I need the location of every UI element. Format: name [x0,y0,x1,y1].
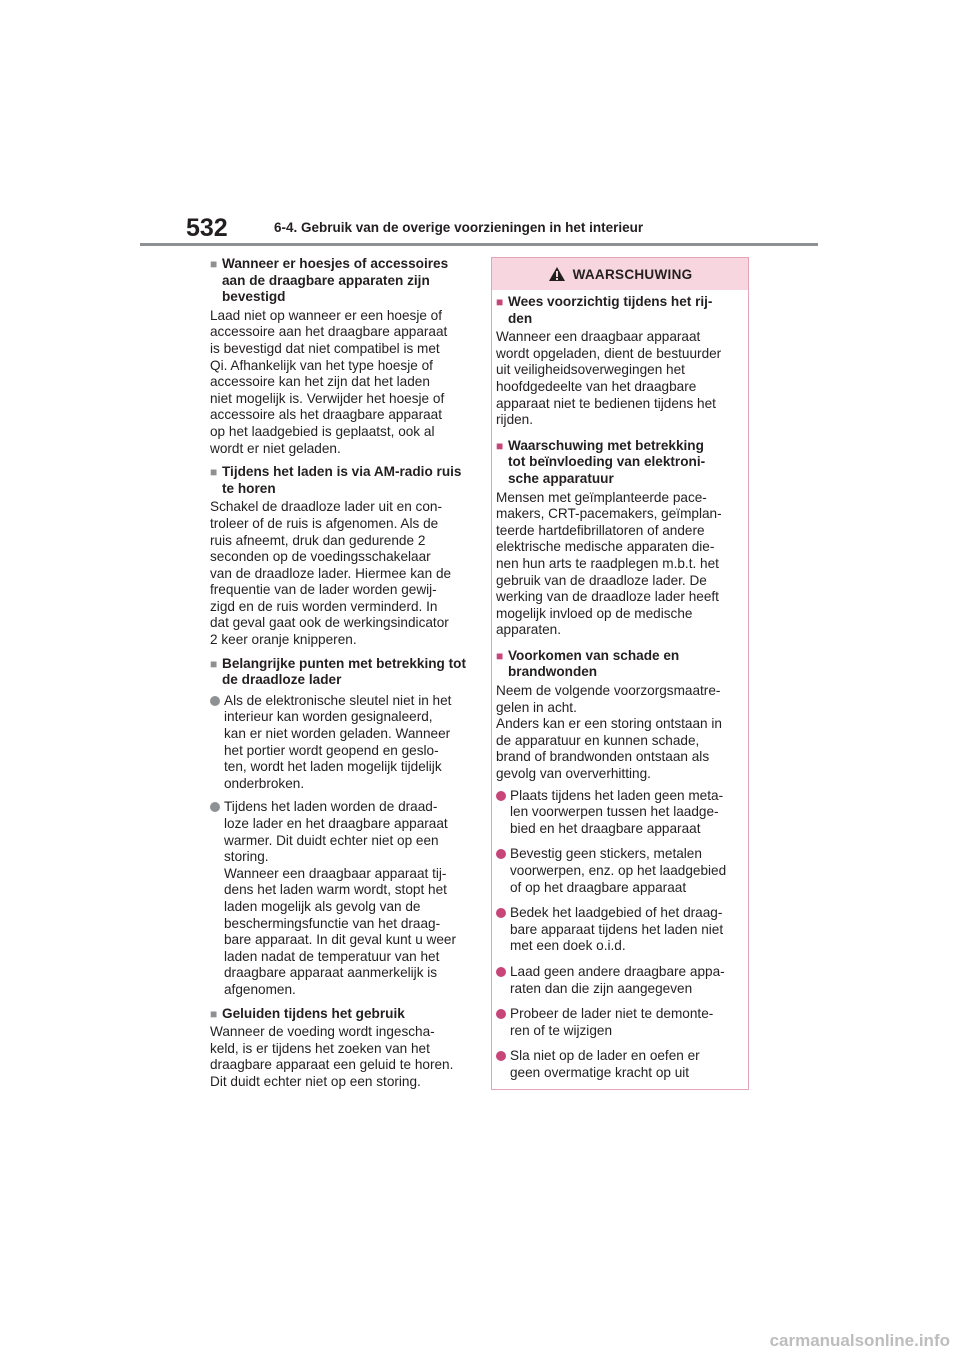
section-heading [210,464,468,497]
square-bullet-icon: ■ [210,656,218,671]
header-divider [140,243,818,246]
heading-text: Waarschuwing met betrekking tot beïnvloeding van elektroni- sche apparatuur [508,437,706,486]
list-item [496,846,744,896]
list-item-text: Als de elektronische sleutel niet in het interieur kan worden gesignaleerd, kan er niet worden geladen. Wanneer het portier wordt geopend en geslo- ten, wordt het laden mogelijk tijdelijk onderbroken. [224,692,452,791]
list-item [210,693,468,793]
list-item-text: Sla niet op de lader en oefen er geen overmatige kracht op uit [510,1048,700,1080]
list-item-text: Bevestig geen stickers, metalen voorwerpen, enz. op het laadgebied of op het draagbare apparaat [510,846,727,895]
warning-title: WAARSCHUWING [572,266,693,282]
list-item-text: Bedek het laadgebied of het draag- bare apparaat tijdens het laden niet met een doek o.i.d. [510,905,724,954]
warning-header [492,258,748,290]
paragraph: Mensen met geïmplanteerde pace- makers, CRT-pacemakers, geïmplan- teerde hartdefibrillatoren of andere elektrische medische apparaten die- nen hun arts te raadplegen m.b.t. het gebruik van de draadloze lader. De werking van de draadloze lader heeft mogelijk invloed op de medische apparaten. [496,489,722,638]
square-bullet-icon: ■ [496,648,504,663]
heading-text: Belangrijke punten met betrekking tot de draadloze lader [222,655,466,688]
square-bullet-icon: ■ [210,257,218,271]
section-heading [210,1006,468,1023]
section-heading [496,648,744,681]
paragraph: Neem de volgende voorzorgsmaatre- gelen in acht. Anders kan er een storing ontstaan in de apparatuur en kunnen schade, brand of brandwonden ontstaan als gevolg van oververhitting. [496,683,722,782]
round-bullet-icon [496,791,506,801]
list-item-text: Plaats tijdens het laden geen meta- len voorwerpen tussen het laadge- bied en het draagbare apparaat [510,787,724,836]
left-column [210,256,468,1091]
round-bullet-icon [496,849,506,859]
list-item [496,905,744,955]
section-heading [210,256,468,306]
heading-text: Tijdens het laden is via AM-radio ruis te horen [222,464,462,496]
section-heading [496,438,744,488]
paragraph: Schakel de draadloze lader uit en con- troleer of de ruis is afgenomen. Als de ruis afneemt, druk dan gedurende 2 seconden op de voedingsschakelaar van de draadloze lader. Hiermee kan de frequentie van de lader worden gewij- zigd en de ruis worden verminderd. In dat geval gaat ook de werkingsindicator 2 keer oranje knipperen. [210,499,452,648]
round-bullet-icon [210,696,220,706]
list-item [496,788,744,838]
square-bullet-icon: ■ [496,438,504,453]
paragraph: Laad niet op wanneer er een hoesje of accessoire aan het draagbare apparaat is bevestigd dat niet compatibel is met Qi. Afhankelijk van het type hoesje of accessoire kan het zijn dat het laden niet mogelijk is. Verwijder het hoesje of accessoire als het draagbare apparaat op het laadgebied is geplaatst, ook al wordt er niet geladen. [210,307,448,456]
list-item [496,964,744,997]
warning-box [491,257,749,1090]
round-bullet-icon [496,1009,506,1019]
square-bullet-icon: ■ [210,1006,218,1021]
section-heading [496,294,744,327]
round-bullet-icon [496,908,506,918]
list-item [496,1006,744,1039]
heading-text: Wees voorzichtig tijdens het rij- den [508,294,713,326]
page-number: 532 [186,214,228,242]
section-heading [210,656,468,689]
paragraph: Wanneer de voeding wordt ingescha- keld, is er tijdens het zoeken van het draagbare apparaat een geluid te horen. Dit duidt echter niet op een storing. [210,1024,454,1089]
round-bullet-icon [496,1051,506,1061]
square-bullet-icon: ■ [496,295,504,309]
section-title: 6-4. Gebruik van de overige voorzieningen in het interieur [274,220,644,235]
paragraph: Wanneer een draagbaar apparaat wordt opgeladen, dient de bestuurder uit veiligheidsoverwegingen het hoofdgedeelte van het draagbare apparaat niet te bedienen tijdens het rijden. [496,329,722,428]
round-bullet-icon [496,967,506,977]
list-item-text: Laad geen andere draagbare appa- raten dan die zijn aangegeven [510,963,725,996]
heading-text: Voorkomen van schade en brandwonden [508,647,680,680]
list-item [496,1048,744,1081]
heading-text: Wanneer er hoesjes of accessoires aan de draagbare apparaten zijn bevestigd [222,256,449,305]
heading-text: Geluiden tijdens het gebruik [222,1005,405,1021]
list-item [210,799,468,998]
warning-body [492,290,748,1082]
square-bullet-icon: ■ [210,465,218,480]
list-item-text: Probeer de lader niet te demonte- ren of te wijzigen [510,1006,714,1038]
round-bullet-icon [210,802,220,812]
watermark-site: carmanualsonline.info [769,1331,950,1350]
warning-triangle-icon [548,266,566,282]
list-item-text: Tijdens het laden worden de draad- loze lader en het draagbare apparaat warmer. Dit duidt echter niet op een storing. Wanneer een draagbaar apparaat tij- dens het laden warm wordt, stopt het laden mogelijk als gevolg van de beschermingsfunctie van het draag- bare apparaat. In dit geval kunt u weer laden nadat de temperatuur van het draagbare apparaat aanmerkelijk is afgenomen. [224,799,456,997]
